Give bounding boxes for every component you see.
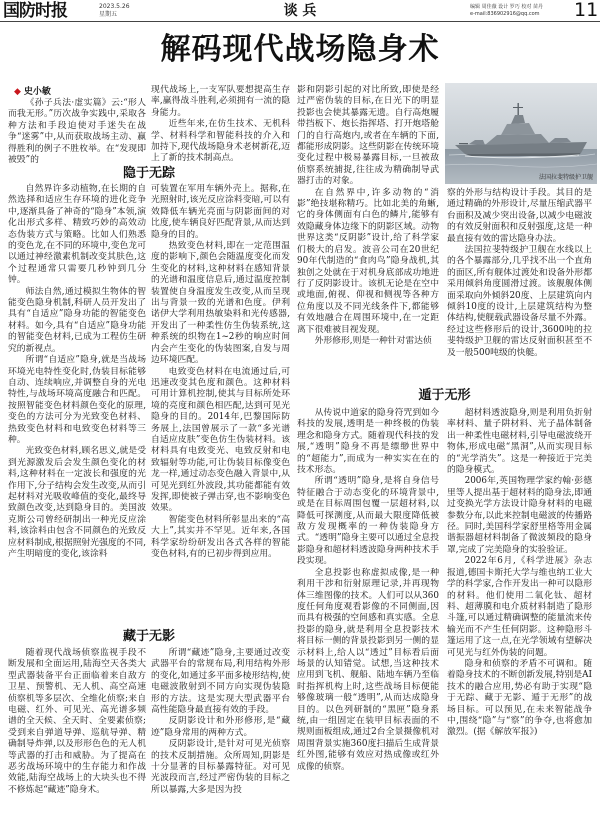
paragraph: 2022年6月,《科学进展》杂志报道,德国卡斯托大学与维也纳工业大学的科学家,合作开发出一种可以隐形的材料。他们使用二氧化钛、超材料、超薄膜和电介质材料制造了隐形斗篷,可以通过精确调整的能量流来传输光而不产生任何阴影。这种隐形斗篷运用了这一点,在光学领域有望解决可见光与红外伪装的问题。 xyxy=(447,556,592,658)
paragraph: 近些年来,在仿生技术、无机科学、材料科学和智能科技的介入和加持下,现代战场隐身术老树新花,迈上了新的技术制高点。 xyxy=(151,119,290,164)
warship-photo xyxy=(445,83,597,184)
paragraph: 随着现代战场侦察监视手段不断发展和全面运用,陆海空天各类大型武器装备平台正面临着来自敌方卫星、预警机、无人机、高空高速侦察机等多层次、全维化侦察;来自电磁、红外、可见光、高光谱多频谱的全天候、全天时、全要素侦察;受到来自弹道导弹、巡航导弹、精确制导炸弹,以及形形色色的无人机等武器的打击和威胁。为了提高在恶劣战场环境中的生存能力和作战效能,陆海空战场上的大块头也不得不修炼起“藏迹”隐身术。 xyxy=(8,648,146,795)
paragraph: 《孙子兵法·虚实篇》云:“形人而我无形。”历次战争实践中,采取各种方法和手段迫使对手迷失在战争“迷雾”中,从而获取战场主动、赢得胜利的例子不胜枚举。在“发现即被毁”的 xyxy=(8,98,146,166)
paragraph: 在自然界中,许多动物的“消影”绝技堪称精巧。比如北美的角蜥,它的身体侧面有白色的鳞片,能够有效隐藏身体边缘下的阴影区域。动物世界这类“反阴影”设计,给了科学家们极大的启发。波音公司在20世纪90年代制造的“食肉鸟”隐身战机,其独创之处就在于对机身底部成功地进行了反阴影设计。该机无论是在空中或地面,俯视、仰视和侧视等各种方位角度以及不同光线条件下,都能够有效地融合在周围环境中,在一定距离下很难被目视发现。 xyxy=(297,187,439,335)
issue-date: 2023.5.26 xyxy=(99,3,130,10)
paragraph: 光致变色材料,顾名思义,就是受到光源激发后会发生颜色变化的材料,这种材料在一定波长和强度的光作用下,分子结构会发生改变,从而引起材料对光吸收峰值的变化,最终导致颜色改变,达到隐身目的。美国波克斯公司曾经研制出一种光反应涂料,该涂料由包含不同颜色的光致反应材料制成,根据照射光强度的不同,产生明暗度的变化,该涂料 xyxy=(8,446,146,559)
issue-date-block xyxy=(99,3,130,19)
paragraph: 全息投影也称虚拟成像,是一种利用干涉和衍射原理记录,并再现物体三维图像的技术。人们可以从360度任何角度观看影像的不同侧面,因而具有极强的空间感和真实感。全息投影的隐身,就是利用全息投影技术将目标一侧的背景投影到另一侧的显示材料上,给人以“透过”目标看后面场景的认知错觉。试想,当这种技术应用到飞机、舰船、陆地车辆乃至临时指挥机构上时,这些战场目标便能够像玻璃一般“透明”,从而达成隐身目的。以色列研制的“黑匣”隐身系统,由一组固定在装甲目标表面的不规则面板组成,通过2台全景摄像机对周围背景实施360度扫描后生成背景红外图,能够有效应对热成像或红外成像的侦察。 xyxy=(297,567,439,772)
paragraph: 智能变色材料所彰显出来的“高大上”,其实并不罕见。近年来,各国科学家纷纷研发出各式各样的智能变色材料,有的已初步得到应用。 xyxy=(151,514,290,559)
paragraph: 隐身和侦察的矛盾不可调和。随着隐身技术的不断创新发展,特别是AI技术的融合应用,势必有助于实现“隐于无踪、藏于无影、遁于无形”的战场目标。可以预见,在未来智能战争中,围绕“隐”与“察”的争夺,也将愈加激烈。(据《解放军报》) xyxy=(447,658,592,738)
paragraph: 所谓“透明”隐身,是将自身信号特征融合于动态变化的环境背景中,或是在目标周围包覆一层超材料,以降低可探测度,从而最大限度降低被敌方发现概率的一种伪装隐身方式。“透明”隐身主要可以通过全息投影隐身和超材料透波隐身两种技术手段实现。 xyxy=(297,476,439,567)
text-column xyxy=(151,648,290,824)
paragraph: 所谓“自适应”隐身,就是当战场环境光电特性变化时,伪装目标能够自动、连续响应,并调整自身的光电特性,与战场环境高度融合和匹配。按照智能变色材料颜色变化的原理,变色的方法可分为光致变色材料、热致变色材料和电致变色材料等三种。 xyxy=(8,355,146,445)
paragraph: 察的外形与结构设计手段。其目的是通过精确的外形设计,尽量压缩武器平台面积及减少突出设备,以减少电磁波的有效反射面积和反射强度,这是一种最直接有效的雷达隐身办法。 xyxy=(447,188,592,244)
issue-weekday: 星期五 xyxy=(99,11,118,18)
paragraph: 法国拉斐特级护卫舰在水线以上的各个暴露部分,几乎找不出一个直角的面区,所有舰体过渡处和设备外形都采用倾斜角度圆滑过渡。该舰舰体侧面采取向外倾斜20度、上层建筑向内倾斜10度的设计,上层建筑结构为整体结构,使舰载武器设备尽量不外露。经过这些修形后的设计,3600吨的拉斐特级护卫舰的雷达反射面积甚至不及一般500吨级的快艇。 xyxy=(447,245,592,358)
text-column xyxy=(151,85,290,165)
paragraph: 现代战场上,一支军队要想提高生存率,赢得战斗胜利,必须拥有一流的隐身能力。 xyxy=(151,85,290,118)
masthead-divider xyxy=(0,21,600,22)
paragraph: 可装置在军用车辆外壳上。据称,在光照射时,该光反应涂料变暗,可以有效降低车辆光亮面与阴影面间的对比度,使车辆良好匹配背景,从而达到隐身的目的。 xyxy=(151,184,290,240)
warship-illustration xyxy=(445,83,597,184)
text-column xyxy=(151,184,290,626)
paragraph: 自然界许多动植物,在长期的自然选择和适应生存环境的进化竞争中,逐渐具备了神奇的“隐身”本领,演化出形式多样、精致巧妙的高效动态伪装方式与策略。比如人们熟悉的变色龙,在不同的环境中,变色龙可以通过神经激素机制改变其肤色,这个过程通常只需要几秒钟到几分钟。 xyxy=(8,184,146,286)
editor-credits-block xyxy=(470,4,572,18)
text-column xyxy=(8,98,146,166)
paragraph: 师法自然,通过模拟生物体的智能变色隐身机制,科研人员开发出了具有“自适应”隐身功能的智能变色材料。如今,具有“自适应”隐身功能的智能变色材料,已成为工程仿生研究的新视点。 xyxy=(8,286,146,354)
page-number: 11 xyxy=(574,0,599,21)
text-column xyxy=(8,648,146,824)
editor-credits: 编辑 周佳薇 设计 罗巧 校对 苗丹 xyxy=(470,4,543,10)
text-column xyxy=(297,408,439,824)
author-name: 史小敏 xyxy=(23,87,51,97)
section-name: 谈 兵 xyxy=(283,3,317,19)
text-column xyxy=(447,408,592,824)
byline-marker-icon: ◆ xyxy=(14,87,21,97)
paragraph: 影和阴影引起的对比所致,即使是经过严密伪装的目标,在日光下的明显投影也会使其暴露无遗。自行高炮履带挡板下、炮长指挥塔、打开炮塔舱门的自行高炮内,或者在车辆的下面,都能形成阴影。这些阴影在传统环境变化过程中极易暴露目标,一旦被敌侦察系统捕捉,往往成为精确制导武器打击的对象。 xyxy=(297,85,439,187)
section-heading: 隐于无踪 xyxy=(122,166,175,181)
paragraph: 所谓“藏迹”隐身,主要通过改变武器平台的常规布局,利用结构外形的变化,如通过多平面多棱形结构,使电磁波散射到不同方向实现伪装隐形的方法。这是实现大型武器平台高性能隐身最直接有效的手段。 xyxy=(151,648,290,716)
text-column xyxy=(447,188,592,384)
editor-email: e-mail:836902916@qq.com xyxy=(470,11,540,17)
paragraph: 2006年,英国物理学家约翰·彭德里等人提出基于超材料的隐身法,即通过变换光学方法设计隐身材料的电磁参数分布,以此来控制电磁波的传播路径。同时,美国科学家舒里格等用金属谐振器超材料制备了微波频段的隐身罩,完成了完美隐身的实验验证。 xyxy=(447,476,592,555)
article-title: 解码现代战场隐身术 xyxy=(160,32,440,67)
paragraph: 反阴影设计和外形修形,是“藏迹”隐身常用的两种方式。 xyxy=(151,716,290,738)
section-heading: 遁于无形 xyxy=(418,388,471,403)
section-heading: 藏于无影 xyxy=(122,629,175,644)
paragraph: 外形修形,则是一种针对雷达侦 xyxy=(314,335,432,346)
paragraph: 超材料透波隐身,则是利用负折射率材料、量子阱材料、光子晶体制备出一种柔性电磁材料,引导电磁波绕开物体,形成电磁“黑洞”,从而实现目标的“光学消失”。这是一种接近于完美的隐身模式。 xyxy=(447,408,592,476)
text-column xyxy=(8,184,146,626)
text-column xyxy=(297,85,439,383)
paragraph: 电致变色材料在电流通过后,可迅速改变其色度和颜色。这种材料可用计算机控制,使其与目标所处环境的亮度和颜色相匹配,达到可见光隐身的目的。2014年,巴黎国际防务展上,法国曾展示了一款“多光谱自适应皮肤”变色仿生伪装材料。该材料具有电致变光、电致反射和电致辐射等功能,可让伪装目标像变色龙一样,通过动态变色融入背景中,从可见光到红外波段,其功能都能有效发挥,即使被子弹击穿,也不影响变色效果。 xyxy=(151,366,290,514)
paragraph: 从传说中道家的隐身符咒到如今科技的发展,透明是一种终极的伪装理念和隐身方式。随着现代科技的发展,“透明”隐身不再是缥缈世界中的“超能力”,而成为一种实实在在的技术形态。 xyxy=(297,408,439,476)
paragraph: 热致变色材料,即在一定范围温度的影响下,颜色会随温度变化而发生变化的材料,这种材料在感知背景的光谱和温度信息后,通过温度控制装置使自身温度发生改变,从而呈现出与背景一致的光谱和色度。伊利诺伊大学利用热敏染料和光传感器,开发出了一种柔性仿生伪装系统,这种系统的织物在1~2秒的响应时间内会产生变化的伪装图案,自发与周边环境匹配。 xyxy=(151,241,290,366)
paragraph: 反阴影设计,是针对可见光侦察的技术反制措施。众所周知,阴影是十分显著的目标暴露特征。对可见光波段而言,经过严密伪装的目标之所以暴露,大多是因为投 xyxy=(151,739,290,795)
photo-caption: 法国拉斐特级护卫舰 xyxy=(538,174,593,181)
byline xyxy=(14,87,51,97)
newspaper-logo: 国防时报 xyxy=(3,1,67,21)
